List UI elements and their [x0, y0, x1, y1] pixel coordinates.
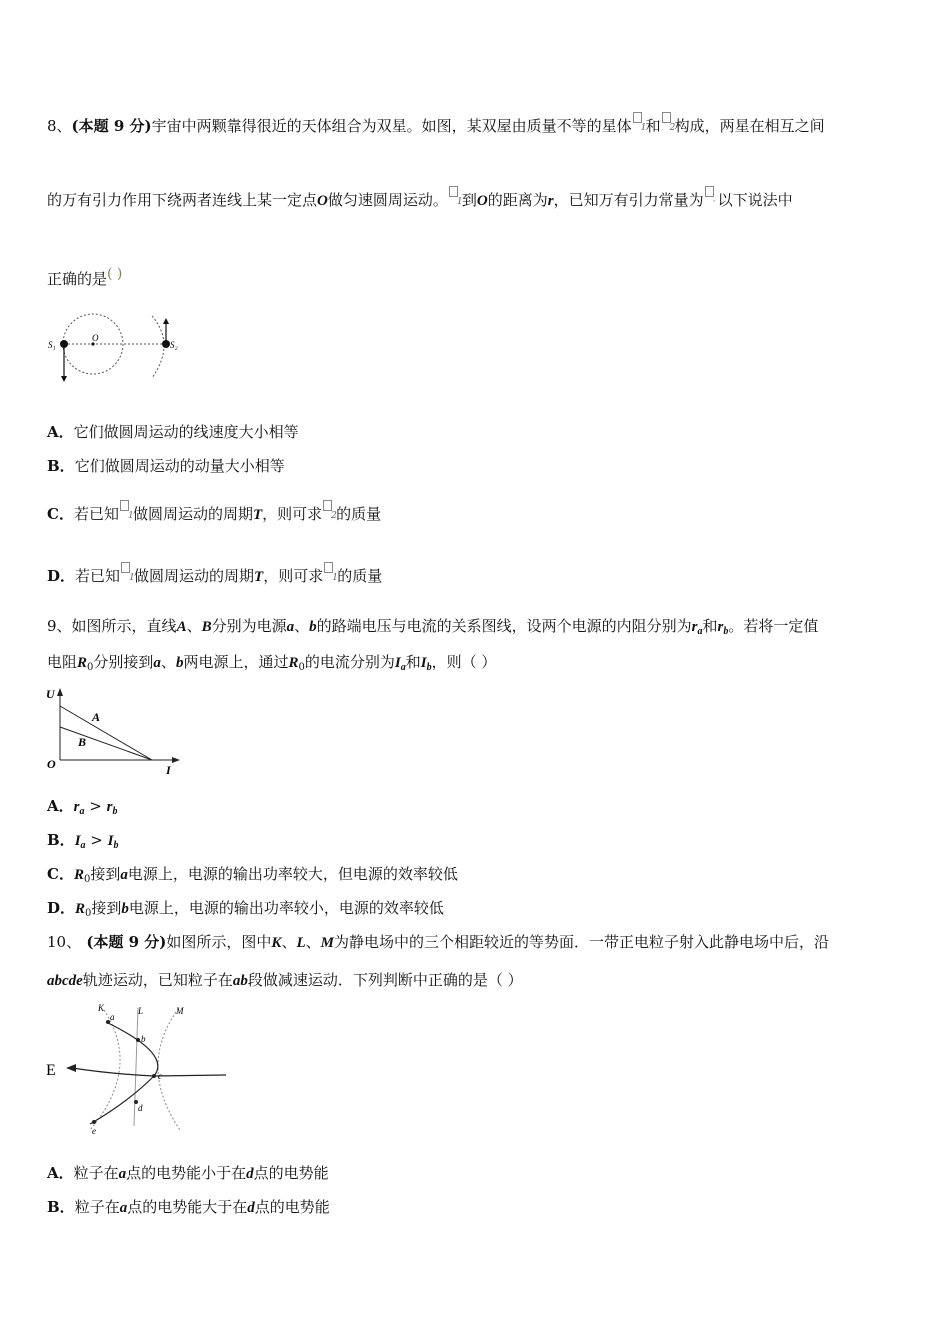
- q10-line-1: 10、 (本题 9 分)如图所示，图中K、L、M为静电场中的三个相距较近的等势面．一带正电粒子射入此静电场中后，沿: [47, 933, 829, 951]
- svg-text:E: E: [46, 1062, 56, 1079]
- svg-text:M: M: [176, 1006, 184, 1016]
- star1-placeholder: 1: [120, 566, 134, 582]
- q8-line-2: 的万有引力作用下绕两者连线上某一定点O做匀速圆周运动。 1 到O的距离为r，已知万有引力常量为 · 以下说法中: [47, 190, 793, 211]
- q9-option-b[interactable]: B．$I_a > I_b$: [47, 831, 119, 851]
- svg-text:c: c: [158, 1071, 162, 1081]
- q8-option-a[interactable]: A．它们做圆周运动的线速度大小相等: [47, 423, 299, 441]
- star1-placeholder: 1: [119, 504, 133, 520]
- svg-text:A: A: [92, 710, 101, 724]
- field-line-e: [72, 1068, 154, 1076]
- q9-option-d[interactable]: D．$R_0$接到b电源上，电源的输出功率较小，电源的效率较低: [47, 899, 444, 919]
- q9-line-1: 9、如图所示，直线A、B分别为电源a、b的路端电压与电流的关系图线，设两个电源的内阻分别为$r_a$和$r_b$。若将一定值: [47, 617, 819, 637]
- q8-line-1: 8、(本题 9 分)宇宙中两颗靠得很近的天体组合为双星。如图，某双屋由质量不等的星体 1 和 2 构成，两星在相互之间: [47, 116, 825, 136]
- g-placeholder: ·: [704, 190, 718, 206]
- svg-text:O: O: [47, 757, 56, 771]
- svg-text:d: d: [138, 1103, 143, 1113]
- svg-text:S₁: S₁: [48, 340, 56, 350]
- svg-text:e: e: [92, 1126, 96, 1136]
- q9-line-2: 电阻$R_0$分别接到a、b两电源上，通过$R_0$的电流分别为$I_a$和$I_b$，则（ ）: [47, 653, 497, 673]
- svg-text:I: I: [166, 763, 171, 776]
- orbit-arc-s2: [152, 316, 164, 378]
- line-b: [60, 727, 152, 760]
- line-a: [60, 706, 152, 760]
- q9-option-a[interactable]: A．$r_a > r_b$: [47, 797, 118, 817]
- star2-placeholder: 2: [661, 116, 675, 132]
- star1-placeholder: 1: [448, 190, 462, 206]
- q10-line-2: abcde轨迹运动，已知粒子在ab段做减速运动．下列判断中正确的是（ ）: [47, 971, 523, 989]
- star1-placeholder: 1: [632, 116, 646, 132]
- binary-star-figure: [44, 308, 194, 388]
- equipotential-figure: [42, 998, 242, 1138]
- q9-option-c[interactable]: C．$R_0$接到a电源上，电源的输出功率较大，但电源的效率较低: [47, 865, 458, 885]
- q8-line-3: 正确的是( ): [47, 266, 123, 288]
- ui-graph-figure: [44, 684, 189, 776]
- q8-option-b[interactable]: B．它们做圆周运动的动量大小相等: [47, 457, 285, 475]
- star1-placeholder: 1: [323, 566, 337, 582]
- surface-k: [90, 1010, 120, 1130]
- svg-text:S₂: S₂: [170, 340, 178, 350]
- svg-text:K: K: [98, 1003, 105, 1013]
- trajectory: [90, 1022, 158, 1124]
- q8-tag: (本题 9 分): [71, 117, 152, 135]
- answer-paren: ( ): [107, 266, 123, 282]
- q8-option-d[interactable]: D．若已知 1 做圆周运动的周期T，则可求 1 的质量: [47, 566, 382, 587]
- q10-option-a[interactable]: A．粒子在a点的电势能小于在d点的电势能: [47, 1164, 329, 1182]
- svg-text:b: b: [141, 1034, 146, 1044]
- svg-text:a: a: [110, 1012, 115, 1022]
- svg-text:L: L: [138, 1006, 144, 1016]
- star2-placeholder: 2: [322, 504, 336, 520]
- q8-option-c[interactable]: C．若已知 1 做圆周运动的周期T，则可求 2 的质量: [47, 504, 381, 525]
- svg-text:U: U: [46, 687, 55, 701]
- svg-text:O: O: [92, 333, 99, 343]
- svg-text:B: B: [78, 735, 87, 749]
- q10-option-b[interactable]: B．粒子在a点的电势能大于在d点的电势能: [47, 1198, 330, 1216]
- q8-number: 8、: [47, 117, 72, 135]
